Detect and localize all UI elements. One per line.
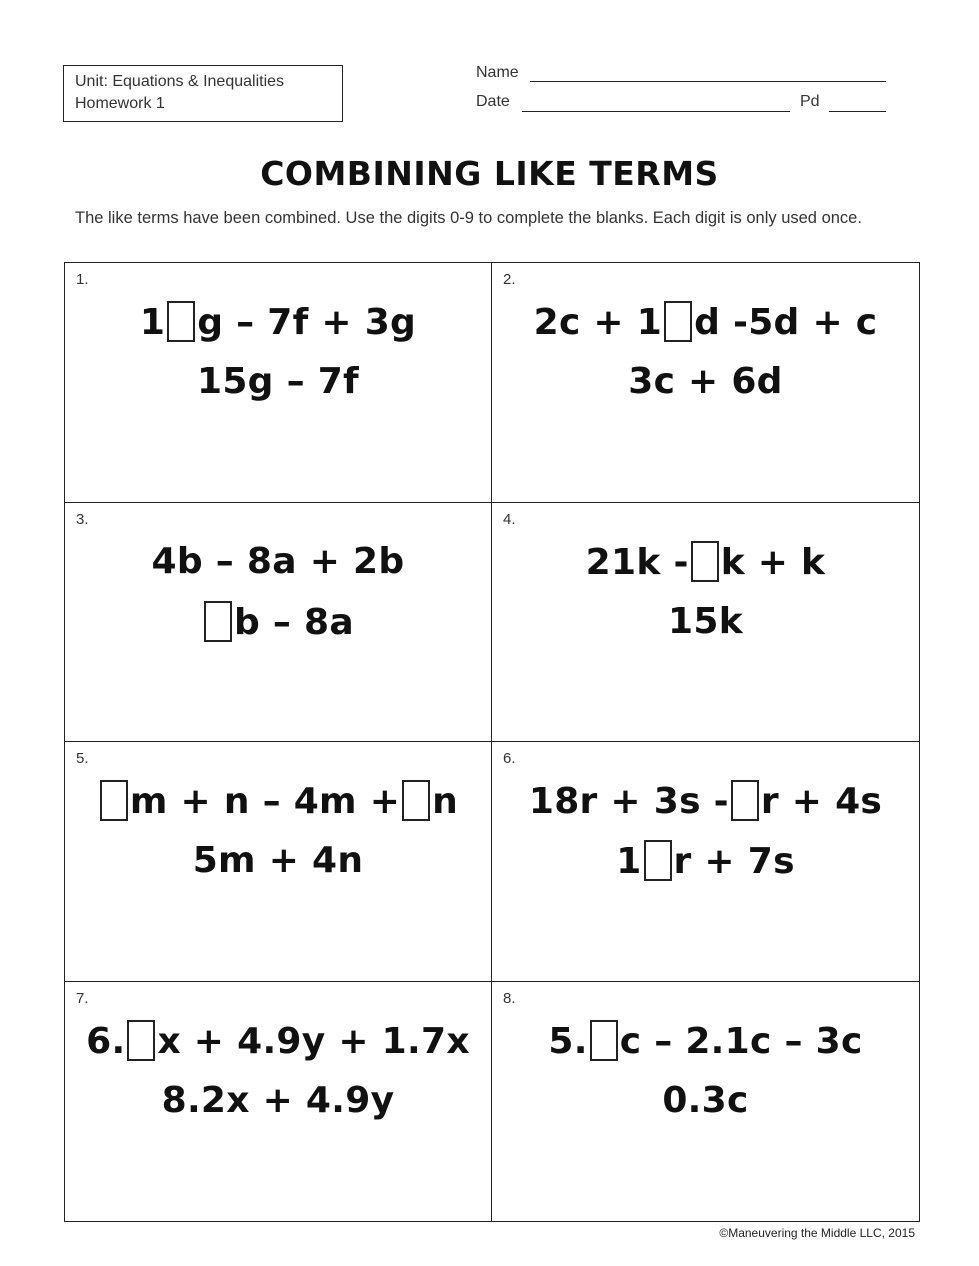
problem-result: 15g – 7f (196, 361, 360, 402)
problem-number: 6. (503, 750, 516, 767)
problem-expression: 2c + 1 d -5d + c (533, 302, 878, 343)
digit-blank[interactable] (167, 301, 195, 342)
name-label: Name (476, 64, 519, 81)
unit-info-box (63, 65, 343, 122)
problem-7 (65, 982, 492, 1222)
digit-blank[interactable] (691, 541, 719, 582)
problem-number: 3. (76, 510, 89, 528)
digit-blank[interactable] (664, 301, 692, 342)
unit-title: Unit: Equations & Inequalities (75, 73, 285, 90)
problem-expression: 4b – 8a + 2b (151, 540, 405, 582)
digit-blank[interactable] (204, 601, 232, 642)
digit-blank[interactable] (590, 1020, 618, 1061)
problem-result: 0.3c (662, 1079, 749, 1121)
problem-number: 8. (503, 989, 516, 1007)
digit-blank[interactable] (731, 780, 759, 821)
problem-3 (65, 503, 492, 743)
problem-expression: 18r + 3s - r + 4s (528, 781, 883, 822)
problem-1 (65, 263, 492, 503)
copyright-notice: ©Maneuvering the Middle LLC, 2015 (719, 1226, 915, 1240)
worksheet-title: COMBINING LIKE TERMS (260, 154, 719, 193)
digit-blank[interactable] (100, 780, 128, 821)
problem-result: 3c + 6d (628, 361, 783, 402)
problem-4 (492, 503, 919, 743)
problem-expression: 21k - k + k (585, 541, 826, 583)
problem-result: 5m + 4n (192, 840, 364, 881)
problem-expression: m + n – 4m + n (65, 780, 491, 822)
instructions: The like terms have been combined. Use the digits 0-9 to complete the blanks. Each digit is only used once. (75, 209, 862, 227)
problem-result: 8.2x + 4.9y (161, 1079, 395, 1121)
problem-result: b – 8a (65, 601, 491, 643)
period-label: Pd (800, 93, 820, 110)
problem-number: 5. (76, 750, 89, 767)
digit-blank[interactable] (127, 1020, 155, 1061)
period-field[interactable] (829, 111, 886, 112)
problem-6 (492, 742, 919, 982)
date-label: Date (476, 93, 510, 110)
digit-blank[interactable] (402, 780, 430, 821)
problem-result: 1 r + 7s (616, 841, 795, 882)
problem-grid (64, 262, 920, 1222)
problem-expression: 6. x + 4.9y + 1.7x (86, 1020, 470, 1062)
problem-2 (492, 263, 919, 503)
name-field[interactable] (530, 81, 886, 82)
problem-expression: 1 g – 7f + 3g (139, 302, 417, 343)
problem-8 (492, 982, 919, 1222)
problem-number: 1. (76, 271, 89, 288)
problem-result: 15k (668, 600, 743, 642)
homework-label: Homework 1 (75, 95, 165, 112)
digit-blank[interactable] (644, 840, 672, 881)
date-field[interactable] (522, 111, 790, 112)
problem-number: 4. (503, 510, 516, 528)
problem-number: 7. (76, 989, 89, 1007)
problem-5 (65, 742, 492, 982)
problem-expression: 5. c – 2.1c – 3c (548, 1020, 863, 1062)
problem-number: 2. (503, 271, 516, 288)
